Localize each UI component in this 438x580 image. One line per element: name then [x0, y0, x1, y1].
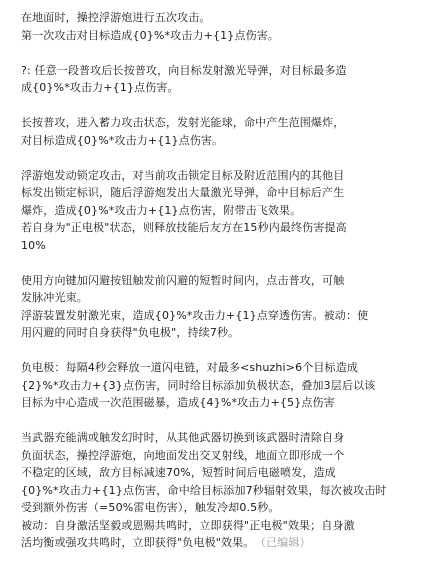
edited-label: （已编辑）	[260, 536, 311, 549]
text-line: 若自身为"正电极"状态，则释放技能后友方在15秒内最终伤害提高	[21, 221, 347, 234]
paragraph-gap	[21, 149, 424, 167]
paragraph-charged-attack	[21, 114, 424, 149]
text-line: 爆炸，造成{0}%*攻击力+{1}点伤害，附带击飞效果。	[21, 203, 302, 217]
text-line: ?: 任意一段普攻后长按普攻，向目标发射激光导弹，对目标最多造	[21, 63, 347, 77]
paragraph-gap	[21, 342, 424, 360]
paragraph-dodge-attack	[21, 272, 424, 342]
text-line: 负面状态，操控浮游炮，向地面发出交叉射线，地面立即形成一个	[21, 448, 345, 462]
paragraph-laser-missile	[21, 62, 424, 97]
text-line: 成{0}%*攻击力+{1}点伤害。	[21, 81, 179, 94]
text-line: 第一次攻击对目标造成{0}%*攻击力+{1}点伤害。	[21, 28, 280, 42]
text-line: 浮游炮发动锁定攻击，对当前攻击锁定目标及附近范围内的其他目	[21, 168, 345, 182]
text-line: 不稳定的区域，敌方目标减速70%，短暂时间后电磁喷发，造成	[21, 466, 336, 479]
paragraph-weapon-switch	[21, 429, 424, 552]
text-line: 标发出锁定标识，随后浮游炮发出大量激光导弹，命中目标后产生	[21, 186, 345, 199]
paragraph-basic-attack	[21, 9, 424, 44]
text-line: 受到额外伤害（=50%雷电伤害），触发冷却0.5秒。	[21, 501, 280, 514]
text-line: 发脉冲光束。	[21, 291, 88, 304]
text-line-with-edited	[21, 534, 424, 552]
text-line: 使用方向键加闪避按钮触发前闪避的短暂时间内，点击普攻，可触	[21, 273, 345, 287]
text-line: 长按普攻，进入蓄力攻击状态，发射光能球，命中产生范围爆炸，	[21, 116, 345, 129]
text-line: 活均衡或强攻共鸣时，立即获得"负电极"效果。	[21, 536, 255, 549]
text-line: 目标为中心造成一次范围磁暴，造成{4}%*攻击力+{5}点伤害	[21, 396, 335, 409]
text-line: 被动：自身激活坚毅或恩赐共鸣时，立即获得"正电极"效果；自身激	[21, 518, 355, 532]
text-line: 负电极：每隔4秒会释放一道闪电链，对最多<shuzhi>6个目标造成	[21, 361, 359, 374]
paragraph-lock-on-skill	[21, 167, 424, 255]
text-line: 用闪避的同时自身获得"负电极"，持续7秒。	[21, 326, 240, 339]
paragraph-negative-pole	[21, 359, 424, 412]
text-line: 在地面时，操控浮游炮进行五次攻击。	[21, 11, 211, 24]
paragraph-gap	[21, 97, 424, 115]
text-line: 10%	[21, 238, 46, 252]
text-line: 对目标造成{0}%*攻击力+{1}点伤害。	[21, 133, 224, 147]
text-line: 浮游装置发射激光束，造成{0}%*攻击力+{1}点穿透伤害。被动：使	[21, 308, 369, 322]
text-line: 当武器充能满或触发幻时时，从其他武器切换到该武器时清除自身	[21, 431, 345, 444]
text-line: {0}%*攻击力+{1}点伤害，命中给目标添加7秒辐射效果，每次被攻击时	[21, 483, 387, 497]
text-line: {2}%*攻击力+{3}点伤害，同时给目标添加负极状态，叠加3层后以该	[21, 378, 376, 392]
paragraph-gap	[21, 412, 424, 430]
paragraph-gap	[21, 44, 424, 62]
paragraph-gap	[21, 254, 424, 272]
